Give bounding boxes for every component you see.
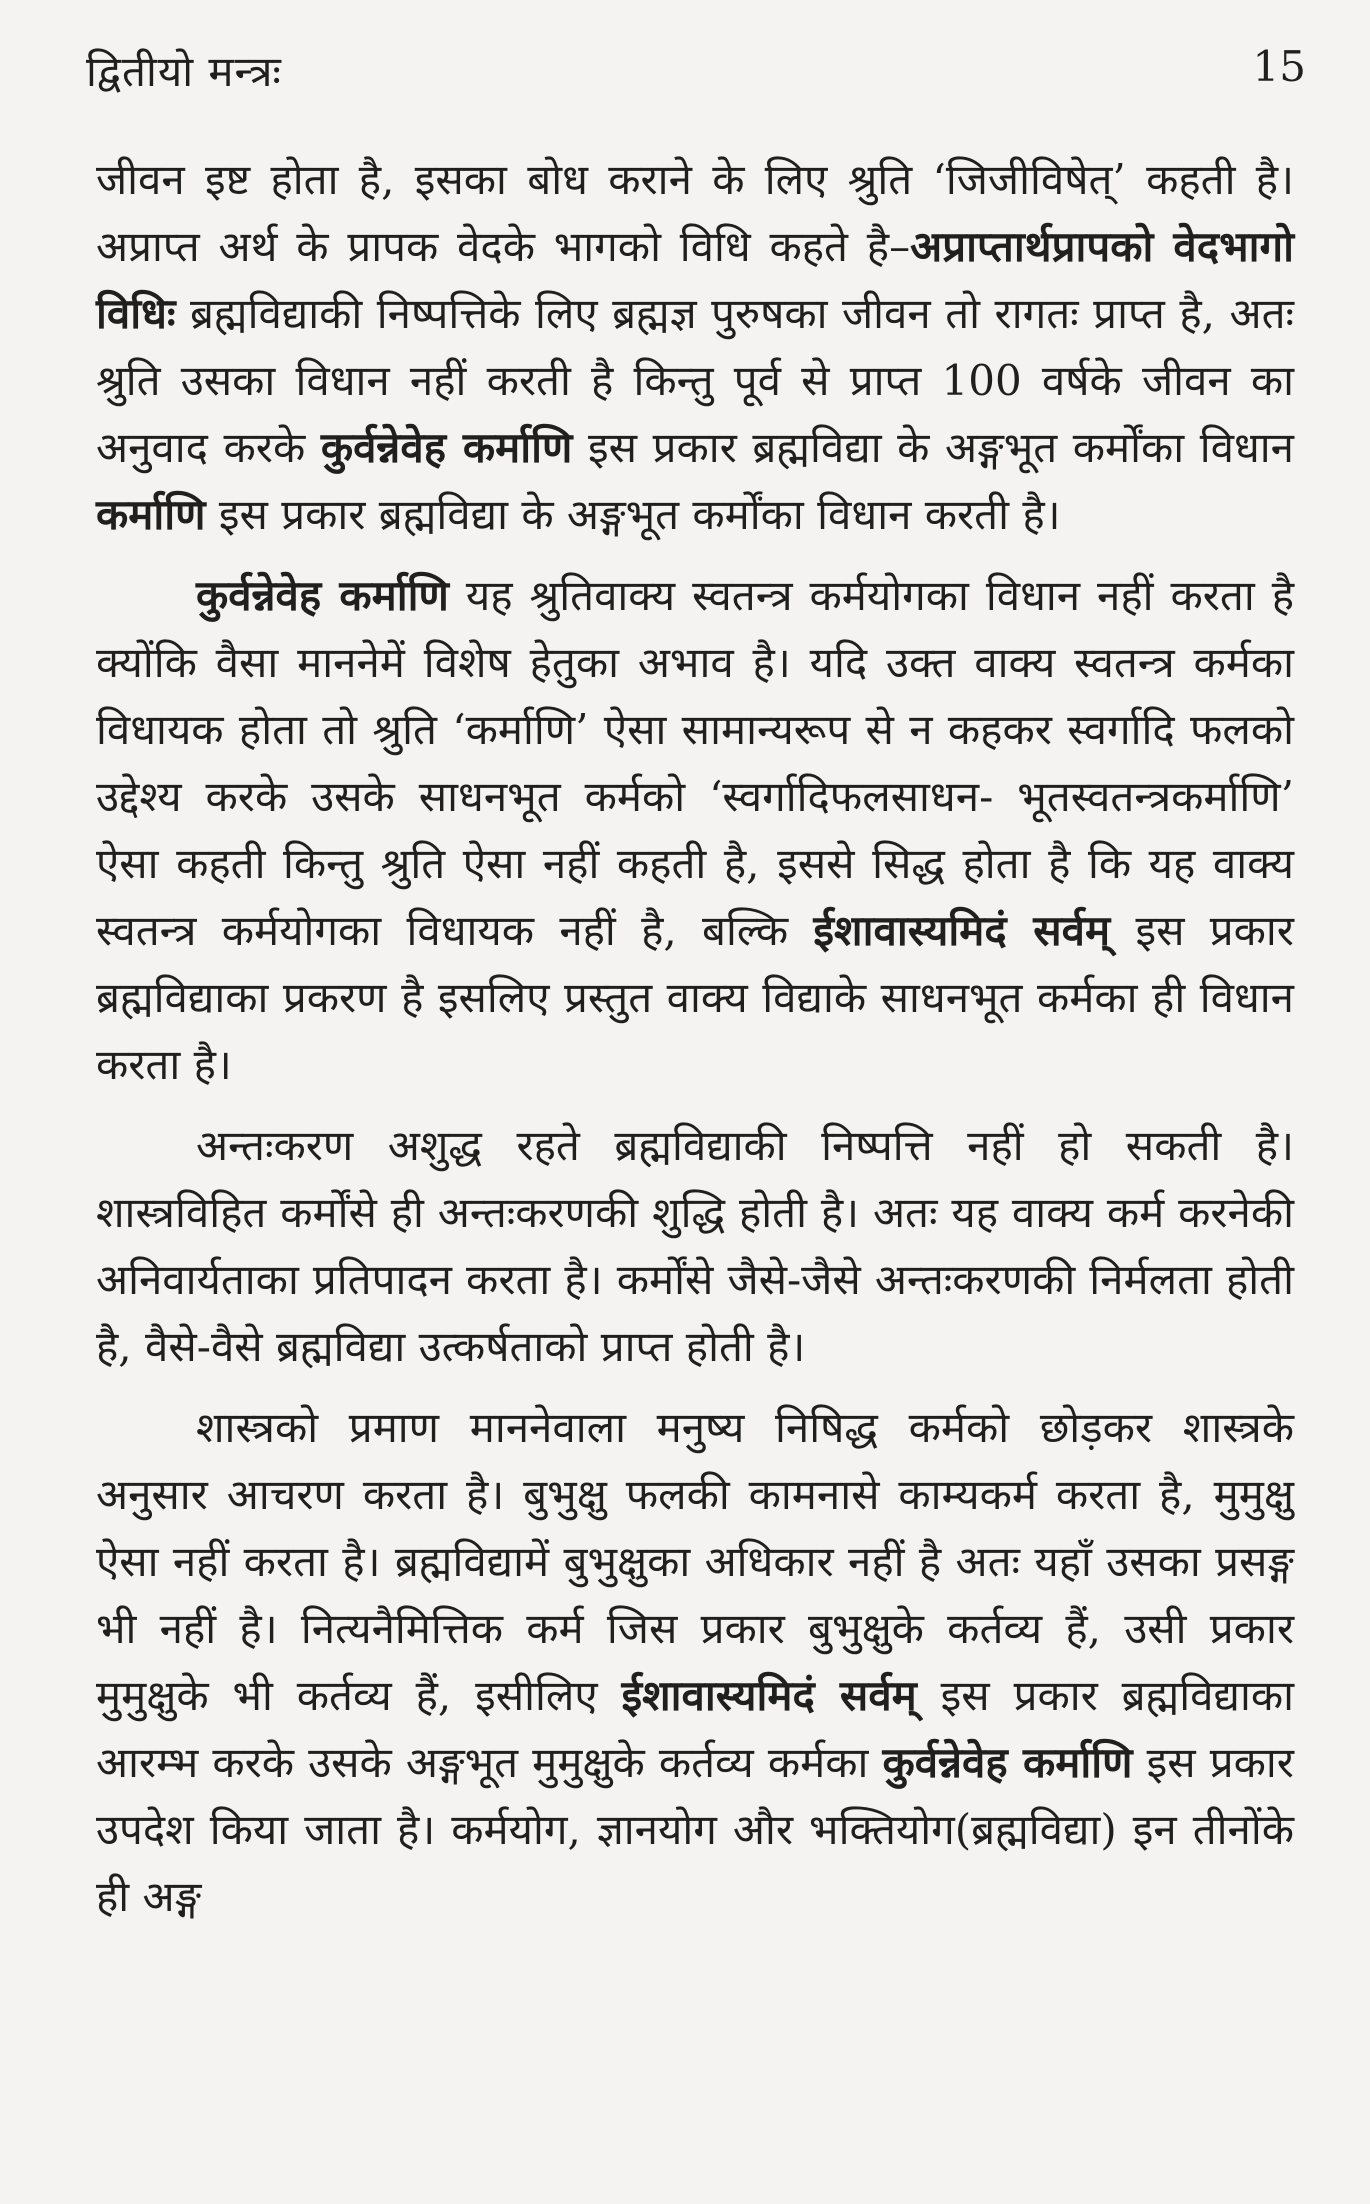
bold-term: कुर्वन्नेवेह कर्माणि [320,423,573,472]
text-segment: यह श्रुतिवाक्य स्वतन्त्र कर्मयोगका विधान नहीं करता है क्योंकि वैसा माननेमें विशेष हेतुका अभाव है। यदि उक्त वाक्य स्वतन्त्र कर्मका विधायक होता तो श्रुति ‘कर्माणि’ ऐसा सामान्यरूप से न कहकर स्वर्गादि फलको उद्देश्य करके उसके साधनभूत कर्मको ‘स्वर्गादिफलसाधन- भूतस्वतन्त्रकर्माणि’ ऐसा कहती किन्तु श्रुति ऐसा नहीं कहती है, इससे सिद्ध होता है कि यह वाक्य स्वतन्त्र कर्मयोगका विधायक नहीं है, बल्कि [96,571,1294,955]
bold-term: कुर्वन्नेवेह कर्माणि [196,571,449,620]
paragraph-1 [96,146,1294,548]
bold-term: कर्माणि [96,490,206,539]
text-segment: इस प्रकार ब्रह्मविद्या के अङ्गभूत कर्मोंका विधान [572,423,1294,472]
paragraph-2 [96,562,1294,1098]
text-segment: ब्रह्मविद्याकी निष्पत्तिके लिए ब्रह्मज्ञ पुरुषका जीवन तो रागतः प्राप्त है, अतः श्रुति उसका विधान नहीं करती है किन्तु पूर्व से प्राप्त 100 वर्षके जीवन का अनुवाद करके [96,289,1294,472]
text-segment: इस प्रकार उपदेश किया जाता है। कर्मयोग, ज्ञानयोग और भक्तियोग(ब्रह्मविद्या) इन तीनोंके ही अङ्ग [96,1738,1294,1921]
text-segment: शास्त्रको प्रमाण माननेवाला मनुष्य निषिद्ध कर्मको छोड़कर शास्त्रके अनुसार आचरण करता है। बुभुक्षु फलकी कामनासे काम्यकर्म करता है, मुमुक्षु ऐसा नहीं करता है। ब्रह्मविद्यामें बुभुक्षुका अधिकार नहीं है अतः यहाँ उसका प्रसङ्ग भी नहीं है। नित्यनैमित्तिक कर्म जिस प्रकार बुभुक्षुके कर्तव्य हैं, उसी प्रकार मुमुक्षुके भी कर्तव्य हैं, इसीलिए [96,1403,1294,1720]
page-number: 15 [1252,42,1306,91]
bold-term: ईशावास्यमिदं सर्वम् [813,906,1111,955]
bold-term: कुर्वन्नेवेह कर्माणि [882,1738,1133,1787]
bold-term: अप्राप्तार्थप्रापको वेदभागो विधिः [96,222,1294,338]
text-segment: जीवन इष्ट होता है, इसका बोध कराने के लिए श्रुति ‘जिजीविषेत्’ कहती है। अप्राप्त अर्थ के प्रापक वेदके भागको विधि कहते है– [96,155,1294,271]
running-title: द्वितीयो मन्त्रः [86,47,282,96]
bold-term: ईशावास्यमिदं सर्वम् [621,1671,917,1720]
text-segment: अन्तःकरण अशुद्ध रहते ब्रह्मविद्याकी निष्पत्ति नहीं हो सकती है। शास्त्रविहित कर्मोंसे ही अन्तःकरणकी शुद्धि होती है। अतः यह वाक्य कर्म करनेकी अनिवार्यताका प्रतिपादन करता है। कर्मोंसे जैसे-जैसे अन्तःकरणकी निर्मलता होती है, वैसे-वैसे ब्रह्मविद्या उत्कर्षताको प्राप्त होती है। [96,1121,1294,1371]
body-text [96,146,1294,1930]
paragraph-3 [96,1112,1294,1380]
text-segment: इस प्रकार ब्रह्मविद्याका प्रकरण है इसलिए प्रस्तुत वाक्य विद्याके साधनभूत कर्मका ही विधान करता है। [96,906,1294,1089]
paragraph-4 [96,1394,1294,1930]
text-segment: इस प्रकार ब्रह्मविद्या के अङ्गभूत कर्मोंका विधान करती है। [205,490,1061,539]
text-segment: इस प्रकार ब्रह्मविद्याका आरम्भ करके उसके अङ्गभूत मुमुक्षुके कर्तव्य कर्मका [96,1671,1294,1787]
